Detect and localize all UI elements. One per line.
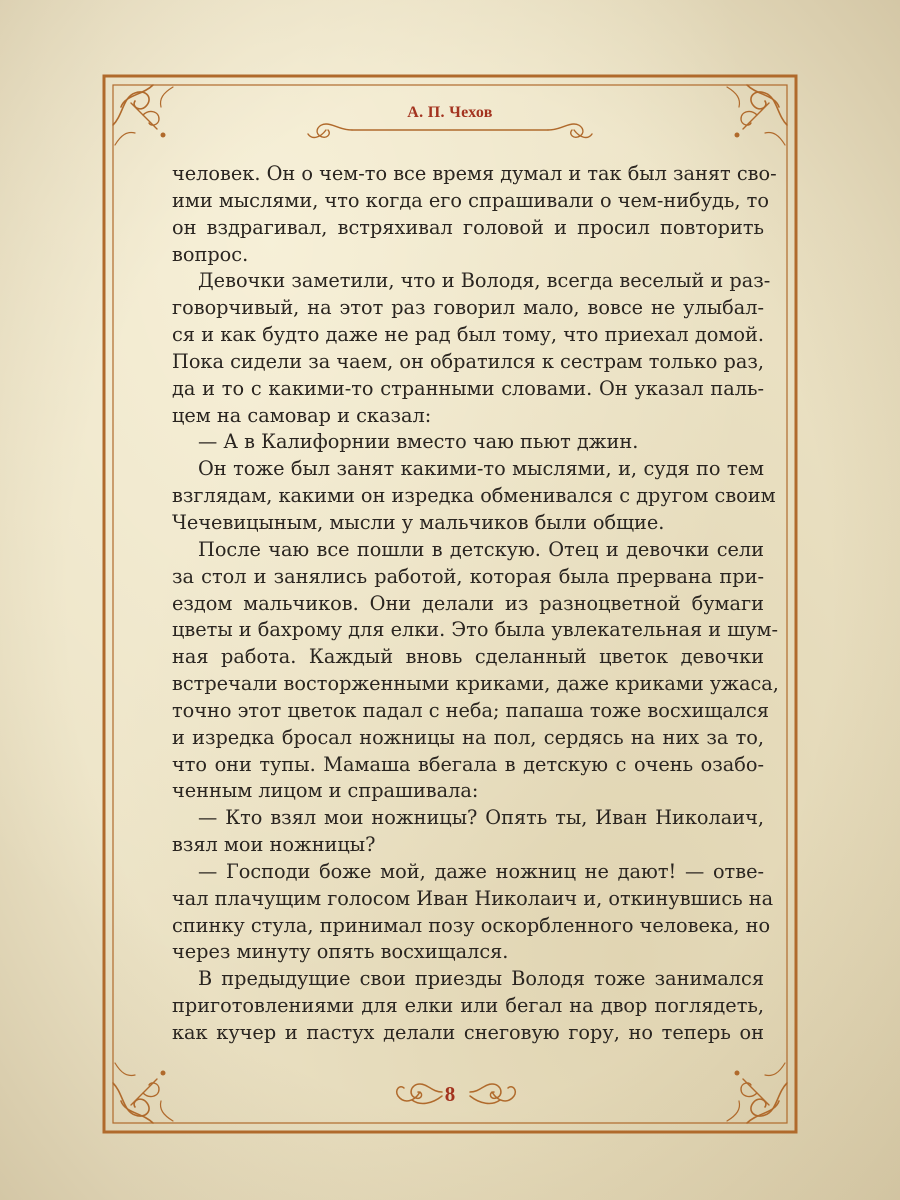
text-line: После чаю все пошли в детскую. Отец и девочки сели <box>198 537 764 561</box>
text-line: — Господи боже мой, даже ножниц не дают! — отве- <box>198 859 764 883</box>
text-line: Девочки заметили, что и Володя, всегда веселый и раз- <box>198 269 771 293</box>
text-line: ездом мальчиков. Они делали из разноцветной бумаги <box>172 591 764 615</box>
text-line: ся и как будто даже не рад был тому, что приехал домой. <box>172 323 764 347</box>
running-header-author: А. П. Чехов <box>407 104 493 121</box>
text-line: ченным лицом и спрашивала: <box>172 779 479 803</box>
text-line: ими мыслями, что когда его спрашивали о чем-нибудь, то <box>172 188 769 212</box>
page-number: 8 <box>444 1082 456 1106</box>
text-line: точно этот цветок падал с неба; папаша тоже восхищался <box>172 698 770 722</box>
text-line: цем на самовар и сказал: <box>172 403 432 427</box>
text-line: человек. Он о чем-то все время думал и так был занят сво- <box>172 162 777 185</box>
text-line: — А в Калифорнии вместо чаю пьют джин. <box>198 430 639 454</box>
text-line: приготовлениями для елки или бегал на двор поглядеть, <box>172 994 764 1018</box>
text-line: Пока сидели за чаем, он обратился к сестрам только раз, <box>172 349 764 373</box>
body-text <box>172 161 779 1047</box>
text-line: он вздрагивал, встряхивал головой и просил повторить <box>172 215 764 239</box>
text-line: говорчивый, на этот раз говорил мало, вовсе не улыбал- <box>172 296 764 320</box>
text-line: и изредка бросал ножницы на пол, сердясь на них за то, <box>172 725 764 749</box>
header-divider <box>308 124 592 137</box>
text-line: ная работа. Каждый вновь сделанный цветок девочки <box>172 645 764 669</box>
text-line: встречали восторженными криками, даже криками ужаса, <box>172 672 779 696</box>
text-line: вопрос. <box>172 242 249 266</box>
text-line: Чечевицыным, мысли у мальчиков были общие. <box>172 510 665 534</box>
text-line: — Кто взял мои ножницы? Опять ты, Иван Николаич, <box>198 806 764 830</box>
text-line: через минуту опять восхищался. <box>172 940 509 964</box>
text-line: да и то с какими-то странными словами. Он указал паль- <box>172 376 764 400</box>
text-line: чал плачущим голосом Иван Николаич и, откинувшись на <box>172 886 774 910</box>
text-line: цветы и бахрому для елки. Это была увлекательная и шум- <box>172 618 779 642</box>
text-line: как кучер и пастух делали снеговую гору, но теперь он <box>172 1021 764 1044</box>
text-line: взял мои ножницы? <box>172 833 376 857</box>
text-line: Он тоже был занят какими-то мыслями, и, судя по тем <box>198 457 764 481</box>
text-line: за стол и занялись работой, которая была прервана при- <box>172 564 764 588</box>
text-line: взглядам, какими он изредка обменивался с другом своим <box>172 484 776 508</box>
text-line: спинку стула, принимал позу оскорбленного человека, но <box>172 913 771 937</box>
text-line: что они тупы. Мамаша вбегала в детскую с очень озабо- <box>172 752 764 776</box>
text-line: В предыдущие свои приезды Володя тоже занимался <box>198 967 764 991</box>
